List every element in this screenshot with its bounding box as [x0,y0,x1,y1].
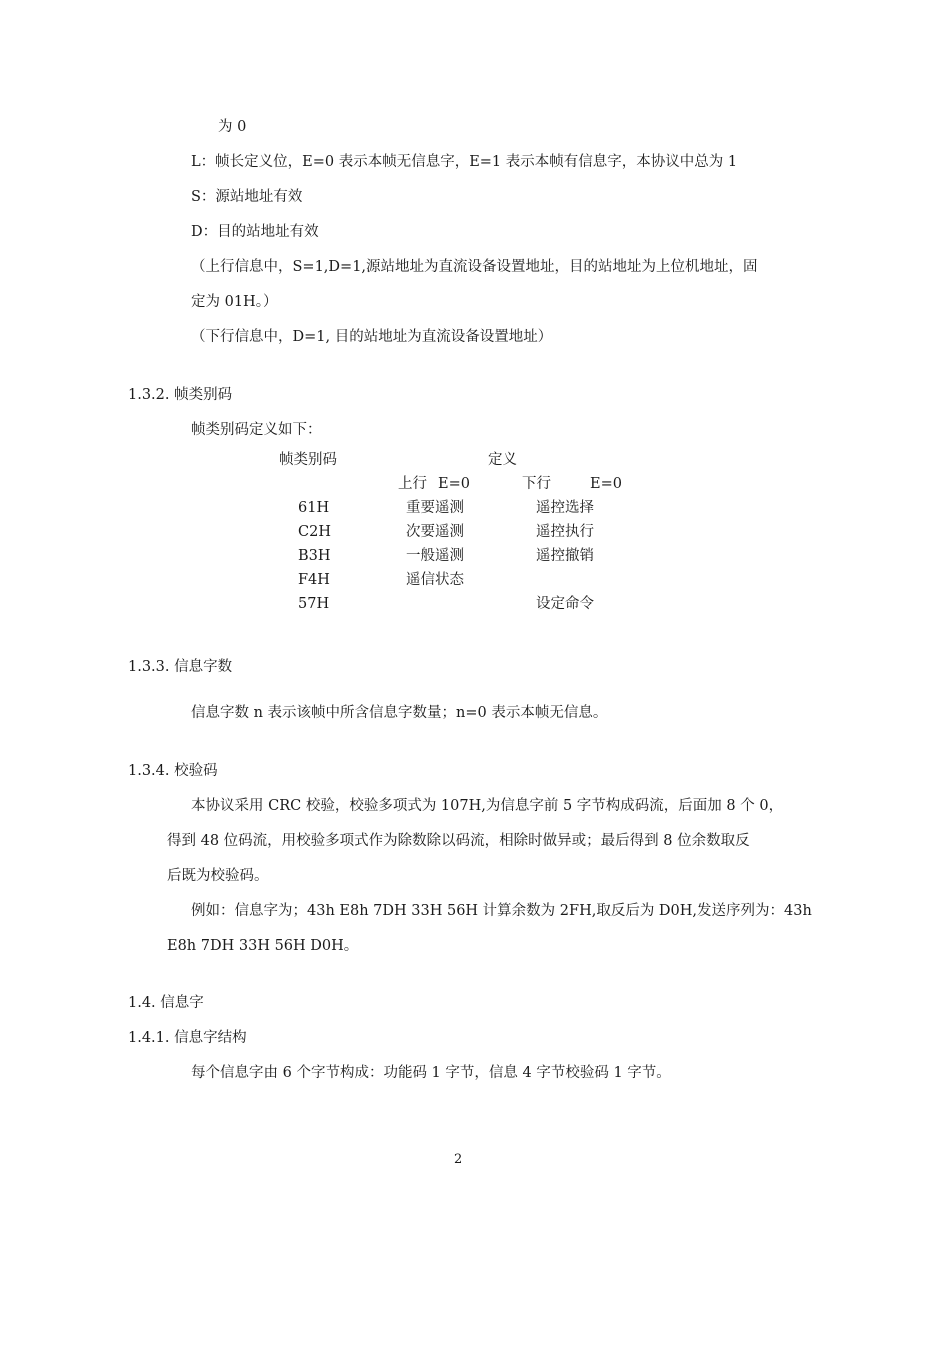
note-upstream-line1: （上行信息中，S=1,D=1,源站地址为直流设备设置地址，目的站地址为上位机地址，固 [191,259,758,275]
info-word-structure-text: 每个信息字由 6 个字节构成：功能码 1 字节，信息 4 字节校验码 1 字节。 [191,1065,671,1081]
table-row-down: 遥控选择 [536,500,594,516]
table-subheader-down: 下行 [522,476,551,492]
table-row-down: 设定命令 [536,596,594,612]
table-row-up: 重要遥测 [406,500,464,516]
table-row-code: C2H [298,524,331,540]
crc-paragraph-line2: 得到 48 位码流，用校验多项式作为除数除以码流，相除时做异或；最后得到 8 位余数取反 [167,833,750,849]
table-row-up: 一般遥测 [406,548,464,564]
section-heading-1-3-4: 1.3.4. 校验码 [128,763,218,779]
table-row-code: B3H [298,548,331,564]
table-row-down: 遥控撤销 [536,548,594,564]
table-row-up: 次要遥测 [406,524,464,540]
info-word-count-text: 信息字数 n 表示该帧中所含信息字数量；n=0 表示本帧无信息。 [191,705,608,721]
table-subheader-down-e: E=0 [590,476,622,492]
table-subheader-up-e: E=0 [438,476,470,492]
section-heading-1-3-3: 1.3.3. 信息字数 [128,659,233,675]
table-subheader-up: 上行 [398,476,427,492]
text-line-S-definition: S：源站地址有效 [191,189,303,205]
table-header-code: 帧类别码 [279,452,337,468]
crc-example-line1: 例如：信息字为；43h E8h 7DH 33H 56H 计算余数为 2FH,取反后为 D0H,发送序列为：43h [191,903,812,919]
section-heading-1-4: 1.4. 信息字 [128,995,204,1011]
table-row-down: 遥控执行 [536,524,594,540]
note-downstream: （下行信息中，D=1, 目的站地址为直流设备设置地址） [191,329,553,345]
text-line-e-zero: 为 0 [218,119,247,135]
table-row-code: F4H [298,572,330,588]
text-line-D-definition: D：目的站地址有效 [191,224,319,240]
table-row-up: 遥信状态 [406,572,464,588]
crc-paragraph-line3: 后既为校验码。 [167,868,269,884]
text-line-L-definition: L：帧长定义位，E=0 表示本帧无信息字，E=1 表示本帧有信息字，本协议中总为 1 [191,154,738,170]
table-header-definition: 定义 [488,452,517,468]
note-upstream-line2: 定为 01H。） [191,294,278,310]
table-row-code: 57H [298,596,330,612]
section-heading-1-3-2: 1.3.2. 帧类别码 [128,387,233,403]
crc-example-line2: E8h 7DH 33H 56H D0H。 [167,938,359,954]
frame-code-intro: 帧类别码定义如下： [191,422,322,438]
page-number: 2 [454,1152,463,1167]
table-row-code: 61H [298,500,330,516]
section-heading-1-4-1: 1.4.1. 信息字结构 [128,1030,247,1046]
crc-paragraph-line1: 本协议采用 CRC 校验，校验多项式为 107H,为信息字前 5 字节构成码流，后面加 8 个 0， [191,798,784,814]
